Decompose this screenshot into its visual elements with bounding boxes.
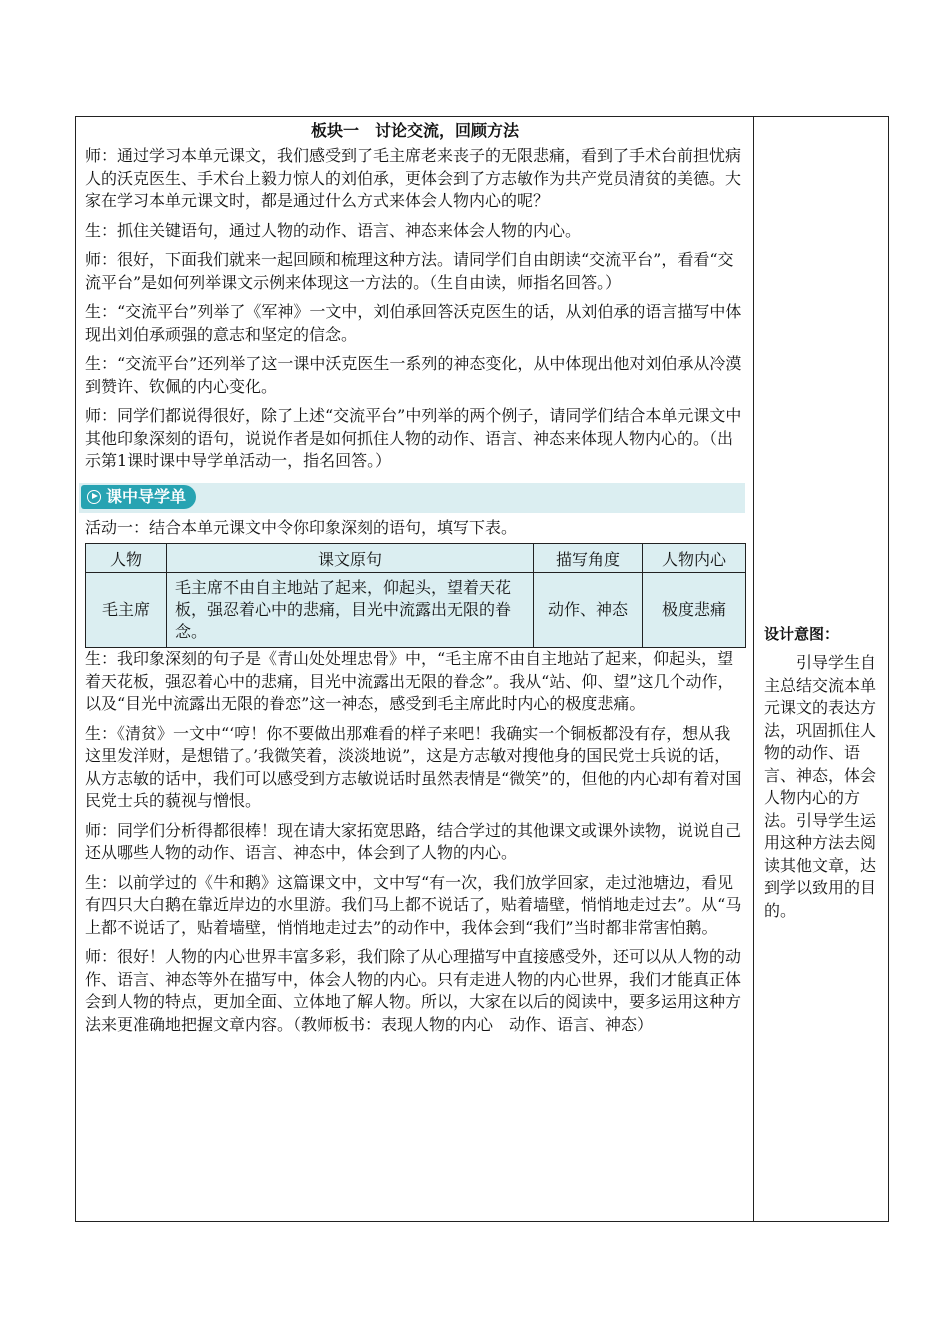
paragraph: 生：“交流平台”列举了《军神》一文中，刘伯承回答沃克医生的话，从刘伯承的语言描写中体现出刘伯承顽强的意志和坚定的信念。 xyxy=(85,302,742,344)
paragraph: 生：抓住关键语句，通过人物的动作、语言、神态来体会人物的内心。 xyxy=(85,220,582,240)
banner-label: 课中导学单 xyxy=(106,486,187,506)
cell-sentence: 毛主席不由自主地站了起来，仰起头，望着天花板，强忍着心中的悲痛，目光中流露出无限的眷念。 xyxy=(167,573,534,648)
activity-table-header xyxy=(86,544,746,573)
activity-table xyxy=(85,543,746,648)
paragraph: 生：以前学过的《牛和鹅》这篇课文中，文中写“有一次，我们放学回家，走过池塘边，看见有四只大白鹅在靠近岸边的水里游。我们马上都不说话了，贴着墙壁，悄悄地走过去”。从“马上都不说话了，贴着墙壁，悄悄地走过去”的动作中，我体会到“我们”当时都非常害怕鹅。 xyxy=(85,872,742,937)
header-heart: 人物内心 xyxy=(643,544,746,573)
section-title: 板块一 讨论交流，回顾方法 xyxy=(310,121,519,140)
paragraph: 师：很好！人物的内心世界丰富多彩，我们除了从心理描写中直接感受外，还可以从人物的动作、语言、神态等外在描写中，体会人物的内心。只有走进人物的内心世界，我们才能真正体会到人物的特点，更加全面、立体地了解人物。所以，大家在以后的阅读中，要多运用这种方法来更准确地把握文章内容。（教师板书：表现人物的内心 动作、语言、神态） xyxy=(85,947,742,1034)
main-content-cell xyxy=(76,117,754,1221)
header-sentence: 课文原句 xyxy=(167,544,534,573)
cell-heart: 极度悲痛 xyxy=(643,573,746,648)
header-person: 人物 xyxy=(86,544,167,573)
paragraph: 师：同学们都说得很好，除了上述“交流平台”中列举的两个例子，请同学们结合本单元课文中其他印象深刻的语句，说说作者是如何抓住人物的动作、语言、神态来体现人物内心的。（出示第1课时课中导学单活动一，指名回答。） xyxy=(85,406,742,470)
design-intent-body: 引导学生自主总结交流本单元课文的表达方法，巩固抓住人物的动作、语言、神态，体会人物内心的方法。引导学生运用这种方法去阅读其他文章，达到学以致用的目的。 xyxy=(764,653,877,920)
play-icon xyxy=(87,490,101,504)
cell-angle: 动作、神态 xyxy=(534,573,643,648)
paragraph: 师：通过学习本单元课文，我们感受到了毛主席老来丧子的无限悲痛，看到了手术台前担忧病人的沃克医生、手术台上毅力惊人的刘伯承，更体会到了方志敏作为共产党员清贫的美德。大家在学习本单元课文时，都是通过什么方式来体会人物内心的呢？ xyxy=(85,146,742,210)
guide-sheet-tag xyxy=(81,485,196,509)
header-angle: 描写角度 xyxy=(534,544,643,573)
guide-sheet-banner xyxy=(79,483,745,513)
cell-person: 毛主席 xyxy=(86,573,167,648)
design-intent-cell xyxy=(754,117,888,1221)
paragraph: 师：很好，下面我们就来一起回顾和梳理这种方法。请同学们自由朗读“交流平台”，看看“交流平台”是如何列举课文示例来体现这一方法的。（生自由读，师指名回答。） xyxy=(85,250,734,292)
table-row xyxy=(86,573,746,648)
activity-instruction: 活动一：结合本单元课文中令你印象深刻的语句，填写下表。 xyxy=(85,517,518,537)
lesson-plan-table xyxy=(75,116,889,1222)
paragraph: 生：“交流平台”还列举了这一课中沃克医生一系列的神态变化，从中体现出他对刘伯承从冷漠到赞许、钦佩的内心变化。 xyxy=(85,354,742,396)
paragraph: 生：《清贫》一文中“‘哼！你不要做出那难看的样子来吧！我确实一个铜板都没有存，想从我这里发洋财，是想错了。’我微笑着，淡淡地说”，这是方志敏对搜他身的国民党士兵说的话，从方志敏的话中，我们可以感受到方志敏说话时虽然表情是“微笑”的，但他的内心却有着对国民党士兵的藐视与憎恨。 xyxy=(85,723,742,810)
paragraph: 生：我印象深刻的句子是《青山处处埋忠骨》中，“毛主席不由自主地站了起来，仰起头，望着天花板，强忍着心中的悲痛，目光中流露出无限的眷念”。我从“站、仰、望”这几个动作，以及“目光中流露出无限的眷恋”这一神态，感受到毛主席此时内心的极度悲痛。 xyxy=(85,649,734,713)
design-intent-title: 设计意图： xyxy=(764,625,840,643)
paragraph: 师：同学们分析得都很棒！现在请大家拓宽思路，结合学过的其他课文或课外读物，说说自己还从哪些人物的动作、语言、神态中，体会到了人物的内心。 xyxy=(85,820,742,862)
